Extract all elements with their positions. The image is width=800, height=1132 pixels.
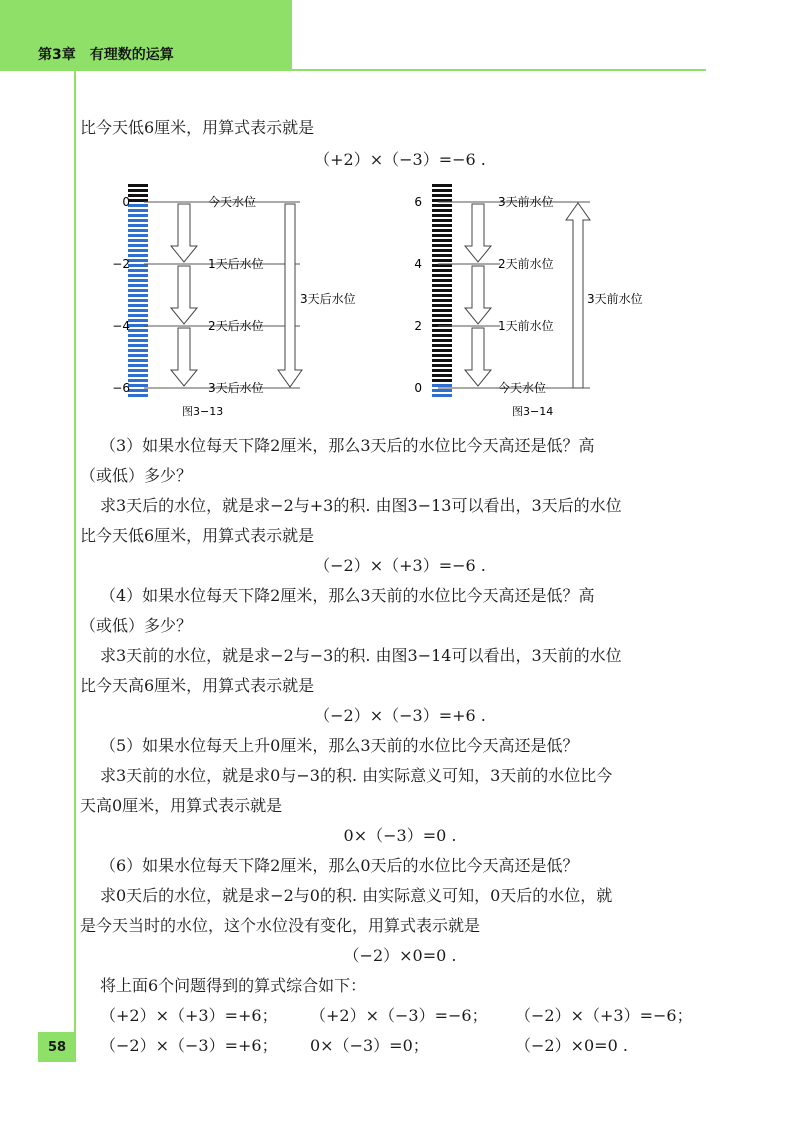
text-line: 求3天前的水位，就是求0与−3的积. 由实际意义可知，3天前的水位比今 <box>100 766 613 785</box>
water-stripe <box>128 329 148 332</box>
gauge-stripe <box>432 184 452 187</box>
equation: （−2）×（+3）=−6 . <box>314 556 486 575</box>
water-stripe <box>128 384 148 387</box>
water-stripe <box>128 284 148 287</box>
figures <box>100 180 680 420</box>
water-stripe <box>128 244 148 247</box>
water-stripe <box>432 389 452 392</box>
level-label: 3天前水位 <box>498 195 554 209</box>
summary-equation: （−2）×（−3）=+6； <box>100 1036 278 1055</box>
water-stripe <box>128 259 148 262</box>
summary-equation: （+2）×（−3）=−6； <box>310 1006 488 1025</box>
gauge-stripe <box>432 259 452 262</box>
water-stripe <box>128 209 148 212</box>
water-stripe <box>128 214 148 217</box>
gauge-stripe <box>432 364 452 367</box>
gauge-stripe <box>432 329 452 332</box>
text-line: 求0天后的水位，就是求−2与0的积. 由实际意义可知，0天后的水位，就 <box>100 886 613 905</box>
gauge-stripe <box>128 194 148 197</box>
water-stripe <box>128 234 148 237</box>
level-label: 2天前水位 <box>498 257 554 271</box>
summary-equation: 0×（−3）=0； <box>310 1036 429 1055</box>
gauge-stripe <box>432 359 452 362</box>
total-label: 3天前水位 <box>587 292 643 306</box>
text-line: 求3天后的水位，就是求−2与+3的积. 由图3−13可以看出，3天后的水位 <box>100 496 622 515</box>
water-stripe <box>128 219 148 222</box>
gauge-stripe <box>432 239 452 242</box>
tick-label: −6 <box>112 381 130 395</box>
figure-3-14 <box>414 184 642 418</box>
gauge-stripe <box>128 189 148 192</box>
water-stripe <box>128 314 148 317</box>
equation: （−2）×0=0 . <box>343 946 457 965</box>
water-stripe <box>128 359 148 362</box>
water-stripe <box>128 369 148 372</box>
water-stripe <box>128 389 148 392</box>
gauge-stripe <box>432 309 452 312</box>
summary-intro: 将上面6个问题得到的算式综合如下： <box>100 976 367 995</box>
equation: （−2）×（−3）=+6 . <box>314 706 486 725</box>
tick-label: −2 <box>112 257 130 271</box>
gauge-stripe <box>432 229 452 232</box>
text-line: （或低）多少？ <box>80 466 193 485</box>
text-line: 比今天低6厘米，用算式表示就是 <box>80 526 315 545</box>
summary-equation: （−2）×（+3）=−6； <box>515 1006 693 1025</box>
water-stripe <box>128 279 148 282</box>
water-gauge-3-14 <box>432 184 452 397</box>
text-line: 是今天当时的水位，这个水位没有变化，用算式表示就是 <box>80 916 481 935</box>
question-3: （3）如果水位每天下降2厘米，那么3天后的水位比今天高还是低？高 <box>100 436 595 455</box>
text-line: 比今天高6厘米，用算式表示就是 <box>80 676 315 695</box>
tick-label: 0 <box>414 381 422 395</box>
water-stripe <box>432 384 452 387</box>
water-stripe <box>128 304 148 307</box>
water-stripe <box>128 229 148 232</box>
down-arrow-icon <box>465 266 491 324</box>
gauge-stripe <box>432 274 452 277</box>
tick-label: 4 <box>414 257 422 271</box>
gauge-stripe <box>432 319 452 322</box>
gauge-stripe <box>432 284 452 287</box>
water-stripe <box>128 349 148 352</box>
gauge-stripe <box>432 204 452 207</box>
water-stripe <box>128 354 148 357</box>
gauge-stripe <box>432 279 452 282</box>
gauge-stripe <box>432 244 452 247</box>
water-stripe <box>128 299 148 302</box>
gauge-stripe <box>432 214 452 217</box>
gauge-stripe <box>432 369 452 372</box>
question-6: （6）如果水位每天下降2厘米，那么0天后的水位比今天高还是低？ <box>100 856 579 875</box>
level-label: 3天后水位 <box>208 381 264 395</box>
water-stripe <box>128 239 148 242</box>
gauge-stripe <box>432 314 452 317</box>
down-arrow-icon <box>171 204 197 262</box>
gauge-stripe <box>432 294 452 297</box>
water-stripe <box>128 319 148 322</box>
question-5: （5）如果水位每天上升0厘米，那么3天前的水位比今天高还是低？ <box>100 736 579 755</box>
water-stripe <box>128 339 148 342</box>
gauge-stripe <box>432 354 452 357</box>
water-stripe <box>128 204 148 207</box>
text-line: 天高0厘米，用算式表示就是 <box>80 796 283 815</box>
down-arrow-icon <box>171 266 197 324</box>
total-label: 3天后水位 <box>300 292 356 306</box>
water-stripe <box>128 334 148 337</box>
level-label: 今天水位 <box>208 195 257 209</box>
text-line: 比今天低6厘米，用算式表示就是 <box>80 118 315 137</box>
water-stripe <box>432 394 452 397</box>
down-arrow-icon <box>465 328 491 386</box>
question-4: （4）如果水位每天下降2厘米，那么3天前的水位比今天高还是低？高 <box>100 586 595 605</box>
water-stripe <box>128 364 148 367</box>
figure-3-13 <box>112 184 355 418</box>
gauge-stripe <box>432 334 452 337</box>
gauge-stripe <box>432 189 452 192</box>
water-stripe <box>128 254 148 257</box>
tick-label: −4 <box>112 319 130 333</box>
gauge-stripe <box>432 219 452 222</box>
equation: 0×（−3）=0 . <box>343 826 457 845</box>
gauge-stripe <box>432 194 452 197</box>
water-stripe <box>128 224 148 227</box>
water-stripe <box>128 274 148 277</box>
gauge-stripe <box>432 379 452 382</box>
figure-caption: 图3−14 <box>512 405 554 418</box>
text-line: 求3天前的水位，就是求−2与−3的积. 由图3−14可以看出，3天前的水位 <box>100 646 622 665</box>
water-stripe <box>128 289 148 292</box>
tick-label: 6 <box>414 195 422 209</box>
water-stripe <box>128 249 148 252</box>
gauge-stripe <box>432 249 452 252</box>
level-label: 1天前水位 <box>498 319 554 333</box>
figure-caption: 图3−13 <box>182 405 224 418</box>
gauge-stripe <box>432 339 452 342</box>
down-arrow-icon <box>465 204 491 262</box>
chapter-title: 第3章 有理数的运算 <box>38 47 174 63</box>
header-rule <box>0 69 706 71</box>
gauge-stripe <box>432 374 452 377</box>
water-stripe <box>128 379 148 382</box>
gauge-stripe <box>432 224 452 227</box>
water-stripe <box>128 309 148 312</box>
equation: （+2）×（−3）=−6 . <box>314 150 486 169</box>
water-stripe <box>128 374 148 377</box>
summary-equation: （+2）×（+3）=+6； <box>100 1006 278 1025</box>
tick-label: 0 <box>122 195 130 209</box>
gauge-stripe <box>432 289 452 292</box>
water-stripe <box>128 294 148 297</box>
level-label: 今天水位 <box>498 381 547 395</box>
water-gauge-3-13 <box>128 184 148 397</box>
text-line: （或低）多少？ <box>80 616 193 635</box>
summary-equation: （−2）×0=0 . <box>515 1036 628 1055</box>
level-label: 2天后水位 <box>208 319 264 333</box>
water-stripe <box>128 344 148 347</box>
gauge-stripe <box>432 254 452 257</box>
level-label: 1天后水位 <box>208 257 264 271</box>
gauge-stripe <box>432 234 452 237</box>
gauge-stripe <box>432 304 452 307</box>
water-stripe <box>128 269 148 272</box>
tick-label: 2 <box>414 319 422 333</box>
gauge-stripe <box>432 269 452 272</box>
gauge-stripe <box>432 344 452 347</box>
down-arrow-icon <box>171 328 197 386</box>
gauge-stripe <box>432 349 452 352</box>
gauge-stripe <box>128 184 148 187</box>
margin-rule <box>74 70 76 1032</box>
gauge-stripe <box>432 299 452 302</box>
gauge-stripe <box>432 209 452 212</box>
water-stripe <box>128 394 148 397</box>
long-down-arrow-icon <box>278 204 302 387</box>
page-number: 58 <box>38 1032 76 1062</box>
